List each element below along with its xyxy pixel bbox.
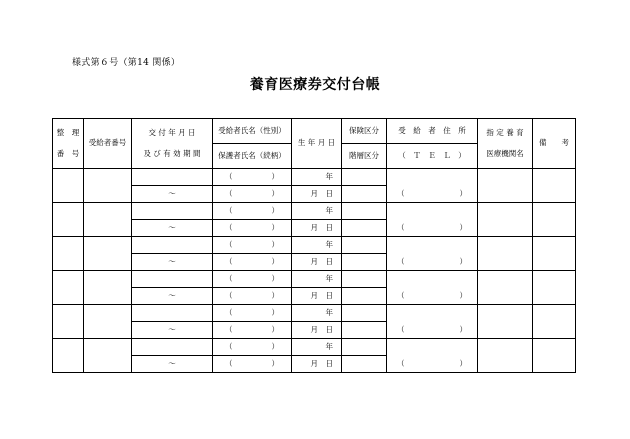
paren-open: （ xyxy=(225,188,233,198)
page-title: 養育医療券交付台帳 xyxy=(249,77,381,93)
cell-shitei[interactable] xyxy=(478,203,533,237)
paren-close: ） xyxy=(271,358,279,368)
cell-kaiso[interactable] xyxy=(342,356,387,373)
tilde-label: ～ xyxy=(168,256,176,266)
cell-seiri[interactable] xyxy=(53,271,84,305)
cell-hoken[interactable] xyxy=(342,271,387,288)
paren-close: ） xyxy=(271,307,279,317)
cell-jukyusha-no[interactable] xyxy=(84,271,132,305)
cell-hogosha-name[interactable] xyxy=(213,254,292,271)
month-day-label: 月 日 xyxy=(310,324,333,334)
paren-close: ） xyxy=(271,273,279,283)
paren-close: ） xyxy=(459,359,467,369)
cell-kofu-date[interactable] xyxy=(132,305,213,322)
paren-close: ） xyxy=(271,341,279,351)
tilde-label: ～ xyxy=(168,324,176,334)
cell-kofu-date[interactable] xyxy=(132,169,213,186)
cell-biko[interactable] xyxy=(533,271,576,305)
cell-kaiso[interactable] xyxy=(342,288,387,305)
cell-shitei[interactable] xyxy=(478,237,533,271)
cell-kofu-date[interactable] xyxy=(132,339,213,356)
cell-biko[interactable] xyxy=(533,305,576,339)
paren-open: （ xyxy=(397,223,405,233)
paren-close: ） xyxy=(271,222,279,232)
year-label: 年 xyxy=(325,341,333,351)
cell-hoken[interactable] xyxy=(342,339,387,356)
header-row-1 xyxy=(53,119,576,144)
cell-address[interactable] xyxy=(387,203,478,237)
cell-seiri[interactable] xyxy=(53,169,84,203)
tilde-label: ～ xyxy=(168,188,176,198)
cell-shitei[interactable] xyxy=(478,305,533,339)
paren-open: （ xyxy=(397,325,405,335)
record-row-top xyxy=(53,203,576,220)
cell-kofu-date[interactable] xyxy=(132,203,213,220)
header-tel: （ Ｔ Ｅ Ｌ ） xyxy=(387,144,478,169)
header-kaiso: 階層区分 xyxy=(342,144,387,169)
record-row-top xyxy=(53,339,576,356)
cell-kofu-period[interactable] xyxy=(132,220,213,237)
month-day-label: 月 日 xyxy=(310,256,333,266)
cell-jukyusha-name[interactable] xyxy=(213,169,292,186)
header-shitei-line1: 指 定 養 育 xyxy=(486,127,524,137)
paren-open: （ xyxy=(397,359,405,369)
paren-open: （ xyxy=(225,256,233,266)
cell-address[interactable] xyxy=(387,339,478,373)
cell-dob-month-day[interactable] xyxy=(292,356,342,373)
record-row-top xyxy=(53,169,576,186)
paren-close: ） xyxy=(459,189,467,199)
cell-biko[interactable] xyxy=(533,339,576,373)
paren-open: （ xyxy=(225,239,233,249)
paren-open: （ xyxy=(225,222,233,232)
tilde-label: ～ xyxy=(168,222,176,232)
header-seiri-line1: 整 理 xyxy=(56,127,80,137)
cell-shitei[interactable] xyxy=(478,271,533,305)
cell-jukyusha-no[interactable] xyxy=(84,237,132,271)
cell-kofu-period[interactable] xyxy=(132,356,213,373)
cell-dob-year[interactable] xyxy=(292,203,342,220)
header-jukyusha-name: 受給者氏名（性別） xyxy=(213,119,292,144)
paren-close: ） xyxy=(271,290,279,300)
year-label: 年 xyxy=(325,273,333,283)
cell-hoken[interactable] xyxy=(342,237,387,254)
cell-jukyusha-no[interactable] xyxy=(84,305,132,339)
paren-close: ） xyxy=(459,291,467,301)
paren-close: ） xyxy=(459,325,467,335)
cell-dob-year[interactable] xyxy=(292,339,342,356)
cell-jukyusha-no[interactable] xyxy=(84,203,132,237)
paren-open: （ xyxy=(225,290,233,300)
cell-hogosha-name[interactable] xyxy=(213,186,292,203)
cell-dob-year[interactable] xyxy=(292,237,342,254)
cell-kofu-period[interactable] xyxy=(132,322,213,339)
cell-dob-month-day[interactable] xyxy=(292,254,342,271)
cell-shitei[interactable] xyxy=(478,169,533,203)
cell-kofu-period[interactable] xyxy=(132,186,213,203)
year-label: 年 xyxy=(325,307,333,317)
header-shitei xyxy=(478,119,533,169)
cell-kofu-period[interactable] xyxy=(132,254,213,271)
paren-close: ） xyxy=(271,256,279,266)
paren-close: ） xyxy=(459,223,467,233)
paren-open: （ xyxy=(397,189,405,199)
cell-hoken[interactable] xyxy=(342,169,387,186)
cell-jukyusha-name[interactable] xyxy=(213,305,292,322)
cell-address[interactable] xyxy=(387,305,478,339)
cell-hoken[interactable] xyxy=(342,305,387,322)
header-address: 受 給 者 住 所 xyxy=(387,119,478,144)
paren-close: ） xyxy=(459,257,467,267)
record-row-top xyxy=(53,305,576,322)
paren-open: （ xyxy=(397,291,405,301)
record-row-top xyxy=(53,271,576,288)
header-seiri xyxy=(53,119,84,169)
cell-dob-year[interactable] xyxy=(292,305,342,322)
header-jukyusha-no: 受給者番号 xyxy=(84,119,132,169)
cell-dob-month-day[interactable] xyxy=(292,288,342,305)
cell-dob-month-day[interactable] xyxy=(292,322,342,339)
cell-kaiso[interactable] xyxy=(342,220,387,237)
cell-kaiso[interactable] xyxy=(342,186,387,203)
cell-jukyusha-no[interactable] xyxy=(84,339,132,373)
header-kofu-line1: 交 付 年 月 日 xyxy=(148,127,196,137)
record-row-top xyxy=(53,237,576,254)
cell-hogosha-name[interactable] xyxy=(213,356,292,373)
cell-kaiso[interactable] xyxy=(342,322,387,339)
paren-open: （ xyxy=(225,307,233,317)
tilde-label: ～ xyxy=(168,358,176,368)
paren-close: ） xyxy=(271,239,279,249)
cell-hogosha-name[interactable] xyxy=(213,288,292,305)
cell-jukyusha-no[interactable] xyxy=(84,169,132,203)
cell-jukyusha-name[interactable] xyxy=(213,271,292,288)
cell-shitei[interactable] xyxy=(478,339,533,373)
cell-jukyusha-name[interactable] xyxy=(213,339,292,356)
cell-jukyusha-name[interactable] xyxy=(213,237,292,254)
header-kofu-line2: 及 び 有 効 期 間 xyxy=(143,148,201,158)
cell-hogosha-name[interactable] xyxy=(213,322,292,339)
paren-close: ） xyxy=(271,188,279,198)
cell-address[interactable] xyxy=(387,271,478,305)
month-day-label: 月 日 xyxy=(310,188,333,198)
cell-kaiso[interactable] xyxy=(342,254,387,271)
paren-close: ） xyxy=(271,205,279,215)
cell-dob-year[interactable] xyxy=(292,169,342,186)
year-label: 年 xyxy=(325,239,333,249)
header-shitei-line2: 医療機関名 xyxy=(486,148,524,158)
cell-hogosha-name[interactable] xyxy=(213,220,292,237)
paren-close: ） xyxy=(271,324,279,334)
cell-address[interactable] xyxy=(387,237,478,271)
ledger-table xyxy=(52,118,576,373)
cell-seiri[interactable] xyxy=(53,203,84,237)
month-day-label: 月 日 xyxy=(310,222,333,232)
cell-seiri[interactable] xyxy=(53,339,84,373)
header-biko: 備 考 xyxy=(533,119,576,169)
header-kofu xyxy=(132,119,213,169)
header-dob: 生 年 月 日 xyxy=(292,119,342,169)
month-day-label: 月 日 xyxy=(310,290,333,300)
month-day-label: 月 日 xyxy=(310,358,333,368)
cell-seiri[interactable] xyxy=(53,305,84,339)
cell-biko[interactable] xyxy=(533,203,576,237)
cell-kofu-date[interactable] xyxy=(132,271,213,288)
paren-open: （ xyxy=(225,171,233,181)
ledger-body xyxy=(53,169,576,373)
cell-dob-year[interactable] xyxy=(292,271,342,288)
cell-kofu-date[interactable] xyxy=(132,237,213,254)
form-number: 様式第６号（第14 関係） xyxy=(72,58,181,68)
cell-biko[interactable] xyxy=(533,237,576,271)
cell-biko[interactable] xyxy=(533,169,576,203)
cell-hoken[interactable] xyxy=(342,203,387,220)
cell-address[interactable] xyxy=(387,169,478,203)
paren-open: （ xyxy=(225,273,233,283)
header-hogosha-name: 保護者氏名（続柄） xyxy=(213,144,292,169)
year-label: 年 xyxy=(325,171,333,181)
paren-close: ） xyxy=(271,171,279,181)
tilde-label: ～ xyxy=(168,290,176,300)
year-label: 年 xyxy=(325,205,333,215)
cell-seiri[interactable] xyxy=(53,237,84,271)
paren-open: （ xyxy=(225,324,233,334)
paren-open: （ xyxy=(225,205,233,215)
paren-open: （ xyxy=(397,257,405,267)
cell-dob-month-day[interactable] xyxy=(292,220,342,237)
paren-open: （ xyxy=(225,341,233,351)
header-seiri-line2: 番 号 xyxy=(56,148,80,158)
cell-kofu-period[interactable] xyxy=(132,288,213,305)
cell-dob-month-day[interactable] xyxy=(292,186,342,203)
cell-jukyusha-name[interactable] xyxy=(213,203,292,220)
paren-open: （ xyxy=(225,358,233,368)
header-hoken: 保険区分 xyxy=(342,119,387,144)
